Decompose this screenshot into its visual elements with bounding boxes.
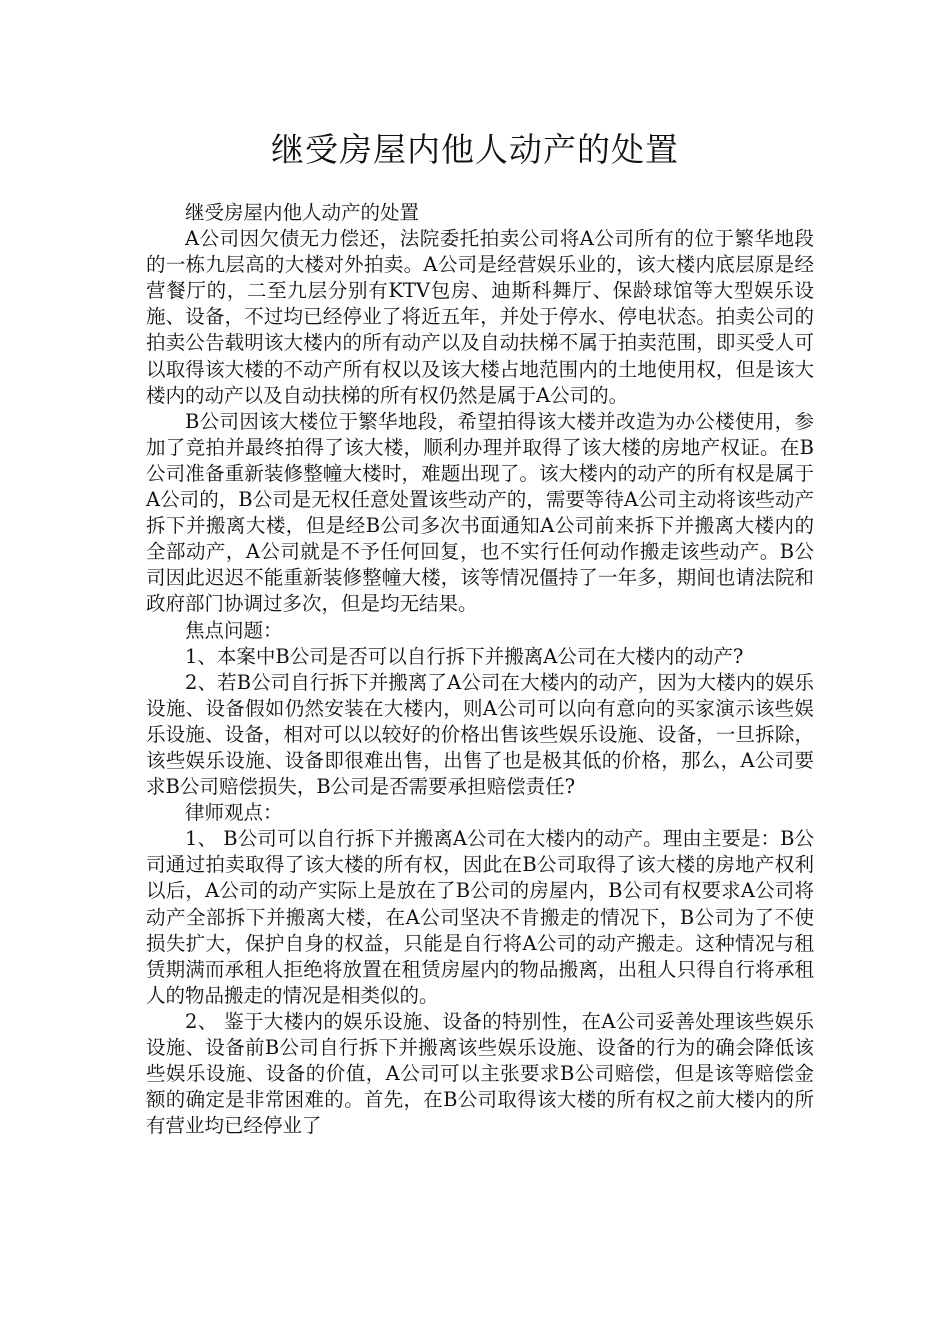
issue-1-paragraph: 1、本案中B公司是否可以自行拆下并搬离A公司在大楼内的动产? xyxy=(185,644,744,668)
case-background-paragraph: A公司因欠债无力偿还，法院委托拍卖公司将A公司所有的位于繁华地段的一栋九层高的大楼对外拍卖。A公司是经营娱乐业的，该大楼内底层原是经营餐厅的，二至九层分别有KTV包房、迪斯科舞厅、保龄球馆等大型娱乐设施、设备，不过均已经停业了将近五年，并处于停水、停电状态。拍卖公司的拍卖公告载明该大楼内的所有动产以及自动扶梯不属于拍卖范围，即买受人可以取得该大楼的不动产所有权以及该大楼占地范围内的土地使用权，但是该大楼内的动产以及自动扶梯的所有权仍然是属于A公司的。 xyxy=(146,227,814,407)
lawyer-opinion-heading: 律师观点： xyxy=(185,801,283,825)
case-dispute-paragraph: B公司因该大楼位于繁华地段，希望拍得该大楼并改造为办公楼使用，参加了竞拍并最终拍得了该大楼，顺利办理并取得了该大楼的房地产权证。在B公司准备重新装修整幢大楼时，难题出现了。该大楼内的动产的所有权是属于A公司的，B公司是无权任意处置该些动产的，需要等待A公司主动将该些动产拆下并搬离大楼，但是经B公司多次书面通知A公司前来拆下并搬离大楼内的全部动产，A公司就是不予任何回复，也不实行任何动作搬走该些动产。B公司因此迟迟不能重新装修整幢大楼，该等情况僵持了一年多，期间也请法院和政府部门协调过多次，但是均无结果。 xyxy=(146,409,814,616)
issue-2-paragraph: 2、若B公司自行拆下并搬离了A公司在大楼内的动产，因为大楼内的娱乐设施、设备假如仍然安装在大楼内，则A公司可以向有意向的买家演示该些娱乐设施、设备，相对可以以较好的价格出售该些娱乐设施、设备，一旦拆除，该些娱乐设施、设备即很难出售，出售了也是极其低的价格，那么，A公司要求B公司赔偿损失，B公司是否需要承担赔偿责任? xyxy=(146,670,814,799)
opinion-2-paragraph: 2、 鉴于大楼内的娱乐设施、设备的特别性，在A公司妥善处理该些娱乐设施、设备前B公司自行拆下并搬离该些娱乐设施、设备的行为的确会降低该些娱乐设施、设备的价值，A公司可以主张要求B公司赔偿，但是该等赔偿金额的确定是非常困难的。首先，在B公司取得该大楼的所有权之前大楼内的所有营业均已经停业了 xyxy=(146,1009,814,1138)
subtitle-paragraph: 继受房屋内他人动产的处置 xyxy=(185,201,420,224)
focus-issues-heading: 焦点问题： xyxy=(185,618,283,642)
document-title: 继受房屋内他人动产的处置 xyxy=(271,130,679,169)
opinion-1-paragraph: 1、 B公司可以自行拆下并搬离A公司在大楼内的动产。理由主要是：B公司通过拍卖取得了该大楼的所有权，因此在B公司取得了该大楼的房地产权利以后，A公司的动产实际上是放在了B公司的房屋内，B公司有权要求A公司将动产全部拆下并搬离大楼，在A公司坚决不肯搬走的情况下，B公司为了不使损失扩大，保护自身的权益，只能是自行将A公司的动产搬走。这种情况与租赁期满而承租人拒绝将放置在租赁房屋内的物品搬离，出租人只得自行将承租人的物品搬走的情况是相类似的。 xyxy=(146,827,814,1007)
document-body xyxy=(146,200,814,1139)
